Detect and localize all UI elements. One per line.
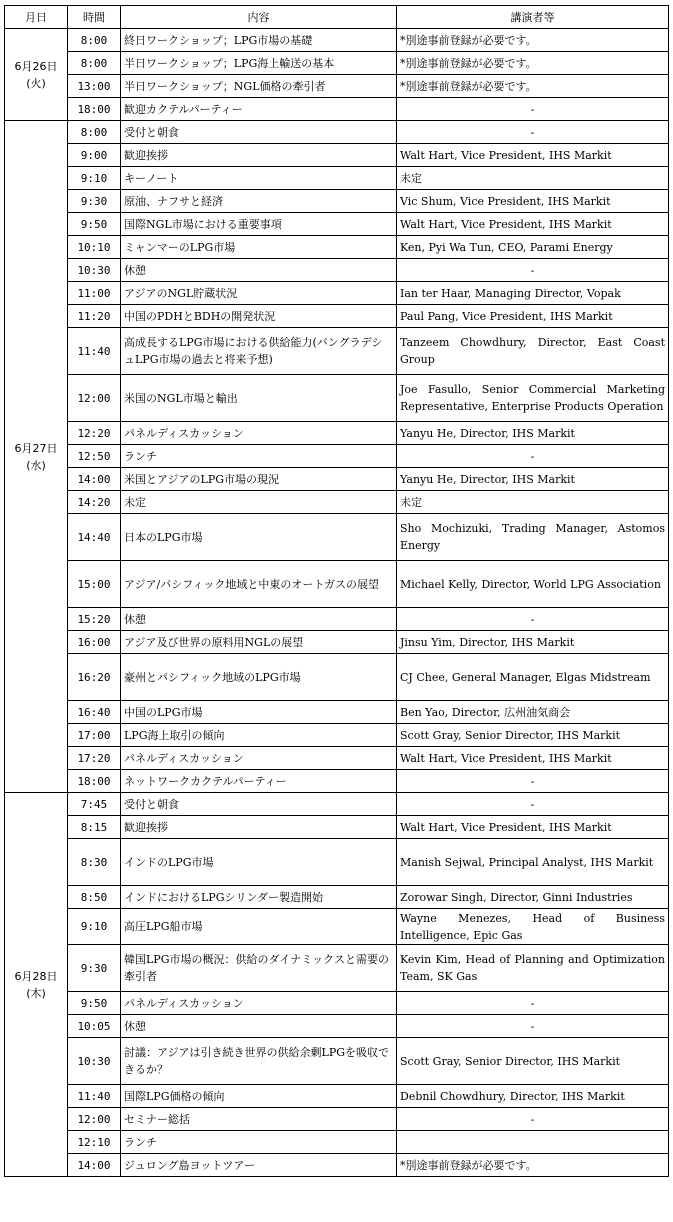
content-cell: 韓国LPG市場の概況：供給のダイナミックスと需要の牽引者 [121, 945, 397, 992]
content-cell: ジュロング島ヨットツアー [121, 1154, 397, 1177]
content-cell: 日本のLPG市場 [121, 514, 397, 561]
content-cell: パネルディスカッション [121, 747, 397, 770]
speaker-cell: *別途事前登録が必要です。 [397, 29, 669, 52]
day-date-cell [5, 121, 68, 793]
day-weekday: (火) [26, 76, 46, 90]
speaker-cell: Walt Hart, Vice President, IHS Markit [397, 816, 669, 839]
content-cell: 未定 [121, 491, 397, 514]
time-cell: 9:00 [68, 144, 121, 167]
header-speaker: 講演者等 [397, 6, 669, 29]
time-cell: 11:40 [68, 1085, 121, 1108]
speaker-cell: CJ Chee, General Manager, Elgas Midstream [397, 654, 669, 701]
header-row [5, 6, 669, 29]
speaker-cell: *別途事前登録が必要です。 [397, 75, 669, 98]
schedule-row [5, 1038, 669, 1085]
content-cell: セミナー総括 [121, 1108, 397, 1131]
content-cell: 休憩 [121, 608, 397, 631]
speaker-cell: - [397, 445, 669, 468]
schedule-row [5, 608, 669, 631]
day-weekday: (木) [26, 986, 46, 1000]
time-cell: 9:30 [68, 945, 121, 992]
speaker-cell: - [397, 608, 669, 631]
time-cell: 8:00 [68, 52, 121, 75]
schedule-row [5, 305, 669, 328]
content-cell: LPG海上取引の傾向 [121, 724, 397, 747]
time-cell: 8:00 [68, 121, 121, 144]
content-cell: アジア/パシフィック地域と中東のオートガスの展望 [121, 561, 397, 608]
time-cell: 8:30 [68, 839, 121, 886]
speaker-cell: - [397, 121, 669, 144]
schedule-row [5, 793, 669, 816]
content-cell: 原油、ナフサと経済 [121, 190, 397, 213]
time-cell: 8:15 [68, 816, 121, 839]
content-cell: ネットワークカクテルパーティー [121, 770, 397, 793]
schedule-row [5, 282, 669, 305]
schedule-row [5, 328, 669, 375]
header-content: 内容 [121, 6, 397, 29]
speaker-cell: Wayne Menezes, Head of Business Intelligence, Epic Gas [397, 909, 669, 945]
speaker-cell: Manish Sejwal, Principal Analyst, IHS Markit [397, 839, 669, 886]
time-cell: 8:50 [68, 886, 121, 909]
time-cell: 12:00 [68, 375, 121, 422]
schedule-body [5, 29, 669, 1177]
schedule-row [5, 167, 669, 190]
speaker-cell: *別途事前登録が必要です。 [397, 1154, 669, 1177]
content-cell: 半日ワークショップ；NGL価格の牽引者 [121, 75, 397, 98]
content-cell: 終日ワークショップ；LPG市場の基礎 [121, 29, 397, 52]
schedule-row [5, 770, 669, 793]
speaker-cell: - [397, 793, 669, 816]
speaker-cell: - [397, 770, 669, 793]
schedule-row [5, 445, 669, 468]
time-cell: 9:10 [68, 167, 121, 190]
time-cell: 16:00 [68, 631, 121, 654]
schedule-row [5, 1108, 669, 1131]
speaker-cell: - [397, 1015, 669, 1038]
schedule-row [5, 1131, 669, 1154]
content-cell: 受付と朝食 [121, 121, 397, 144]
speaker-cell: Scott Gray, Senior Director, IHS Markit [397, 724, 669, 747]
day-date: 6月27日 [14, 441, 58, 455]
speaker-cell: Jinsu Yim, Director, IHS Markit [397, 631, 669, 654]
time-cell: 11:20 [68, 305, 121, 328]
schedule-row [5, 75, 669, 98]
speaker-cell: Scott Gray, Senior Director, IHS Markit [397, 1038, 669, 1085]
time-cell: 9:50 [68, 992, 121, 1015]
speaker-cell: *別途事前登録が必要です。 [397, 52, 669, 75]
time-cell: 13:00 [68, 75, 121, 98]
speaker-cell: Zorowar Singh, Director, Ginni Industries [397, 886, 669, 909]
time-cell: 9:50 [68, 213, 121, 236]
content-cell: 高成長するLPG市場における供給能力(バングラデシュLPG市場の過去と将来予想) [121, 328, 397, 375]
schedule-row [5, 945, 669, 992]
content-cell: ランチ [121, 445, 397, 468]
speaker-cell: Yanyu He, Director, IHS Markit [397, 468, 669, 491]
schedule-row [5, 422, 669, 445]
content-cell: 歓迎挨拶 [121, 144, 397, 167]
time-cell: 15:00 [68, 561, 121, 608]
schedule-row [5, 491, 669, 514]
schedule-row [5, 259, 669, 282]
content-cell: インドのLPG市場 [121, 839, 397, 886]
time-cell: 14:00 [68, 1154, 121, 1177]
schedule-row [5, 886, 669, 909]
day-date-cell [5, 29, 68, 121]
time-cell: 7:45 [68, 793, 121, 816]
time-cell: 10:05 [68, 1015, 121, 1038]
day-weekday: (水) [26, 458, 46, 472]
speaker-cell: Sho Mochizuki, Trading Manager, Astomos Energy [397, 514, 669, 561]
schedule-row [5, 631, 669, 654]
content-cell: 討議：アジアは引き続き世界の供給余剰LPGを吸収できるか？ [121, 1038, 397, 1085]
schedule-row [5, 190, 669, 213]
speaker-cell: Walt Hart, Vice President, IHS Markit [397, 747, 669, 770]
speaker-cell: Ken, Pyi Wa Tun, CEO, Parami Energy [397, 236, 669, 259]
header-time: 時間 [68, 6, 121, 29]
time-cell: 9:30 [68, 190, 121, 213]
content-cell: 豪州とパシフィック地域のLPG市場 [121, 654, 397, 701]
time-cell: 18:00 [68, 770, 121, 793]
time-cell: 16:40 [68, 701, 121, 724]
schedule-row [5, 213, 669, 236]
content-cell: キーノート [121, 167, 397, 190]
speaker-cell: Paul Pang, Vice President, IHS Markit [397, 305, 669, 328]
speaker-cell: Michael Kelly, Director, World LPG Association [397, 561, 669, 608]
schedule-table [4, 5, 669, 1177]
day-date: 6月26日 [14, 59, 58, 73]
speaker-cell: 未定 [397, 491, 669, 514]
schedule-row [5, 839, 669, 886]
speaker-cell: - [397, 98, 669, 121]
speaker-cell: Debnil Chowdhury, Director, IHS Markit [397, 1085, 669, 1108]
content-cell: 歓迎挨拶 [121, 816, 397, 839]
time-cell: 11:00 [68, 282, 121, 305]
time-cell: 11:40 [68, 328, 121, 375]
content-cell: 国際LPG価格の傾向 [121, 1085, 397, 1108]
time-cell: 12:00 [68, 1108, 121, 1131]
content-cell: 米国とアジアのLPG市場の現況 [121, 468, 397, 491]
schedule-row [5, 236, 669, 259]
time-cell: 14:40 [68, 514, 121, 561]
content-cell: アジアのNGL貯蔵状況 [121, 282, 397, 305]
schedule-row [5, 1015, 669, 1038]
speaker-cell: Walt Hart, Vice President, IHS Markit [397, 213, 669, 236]
speaker-cell: Vic Shum, Vice President, IHS Markit [397, 190, 669, 213]
time-cell: 9:10 [68, 909, 121, 945]
time-cell: 14:20 [68, 491, 121, 514]
speaker-cell: - [397, 259, 669, 282]
schedule-row [5, 29, 669, 52]
day-date: 6月28日 [14, 969, 58, 983]
schedule-row [5, 52, 669, 75]
schedule-row [5, 375, 669, 422]
time-cell: 14:00 [68, 468, 121, 491]
schedule-row [5, 561, 669, 608]
time-cell: 16:20 [68, 654, 121, 701]
schedule-row [5, 1154, 669, 1177]
speaker-cell [397, 1131, 669, 1154]
time-cell: 10:30 [68, 1038, 121, 1085]
content-cell: インドにおけるLPGシリンダー製造開始 [121, 886, 397, 909]
content-cell: 中国のPDHとBDHの開発状況 [121, 305, 397, 328]
content-cell: ランチ [121, 1131, 397, 1154]
day-date-cell [5, 793, 68, 1177]
schedule-row [5, 514, 669, 561]
time-cell: 17:00 [68, 724, 121, 747]
speaker-cell: Tanzeem Chowdhury, Director, East Coast Group [397, 328, 669, 375]
content-cell: パネルディスカッション [121, 992, 397, 1015]
schedule-row [5, 992, 669, 1015]
content-cell: 中国のLPG市場 [121, 701, 397, 724]
schedule-row [5, 724, 669, 747]
content-cell: 休憩 [121, 1015, 397, 1038]
content-cell: 歓迎カクテルパーティー [121, 98, 397, 121]
content-cell: 高圧LPG船市場 [121, 909, 397, 945]
speaker-cell: Yanyu He, Director, IHS Markit [397, 422, 669, 445]
content-cell: 半日ワークショップ；LPG海上輸送の基本 [121, 52, 397, 75]
schedule-row [5, 654, 669, 701]
time-cell: 10:10 [68, 236, 121, 259]
schedule-row [5, 144, 669, 167]
time-cell: 8:00 [68, 29, 121, 52]
speaker-cell: Ben Yao, Director, 広州油気商会 [397, 701, 669, 724]
content-cell: ミャンマーのLPG市場 [121, 236, 397, 259]
schedule-row [5, 747, 669, 770]
content-cell: アジア及び世界の原料用NGLの展望 [121, 631, 397, 654]
schedule-row [5, 909, 669, 945]
time-cell: 15:20 [68, 608, 121, 631]
speaker-cell: - [397, 1108, 669, 1131]
speaker-cell: Kevin Kim, Head of Planning and Optimization Team, SK Gas [397, 945, 669, 992]
content-cell: 受付と朝食 [121, 793, 397, 816]
schedule-row [5, 816, 669, 839]
header-date: 月日 [5, 6, 68, 29]
content-cell: 国際NGL市場における重要事項 [121, 213, 397, 236]
time-cell: 17:20 [68, 747, 121, 770]
schedule-row [5, 468, 669, 491]
time-cell: 12:10 [68, 1131, 121, 1154]
content-cell: 休憩 [121, 259, 397, 282]
content-cell: 米国のNGL市場と輸出 [121, 375, 397, 422]
speaker-cell: - [397, 992, 669, 1015]
speaker-cell: Walt Hart, Vice President, IHS Markit [397, 144, 669, 167]
time-cell: 12:50 [68, 445, 121, 468]
speaker-cell: Joe Fasullo, Senior Commercial Marketing Representative, Enterprise Products Operation [397, 375, 669, 422]
schedule-row [5, 98, 669, 121]
time-cell: 18:00 [68, 98, 121, 121]
schedule-row [5, 1085, 669, 1108]
schedule-row [5, 121, 669, 144]
time-cell: 12:20 [68, 422, 121, 445]
schedule-row [5, 701, 669, 724]
content-cell: パネルディスカッション [121, 422, 397, 445]
speaker-cell: 未定 [397, 167, 669, 190]
speaker-cell: Ian ter Haar, Managing Director, Vopak [397, 282, 669, 305]
time-cell: 10:30 [68, 259, 121, 282]
